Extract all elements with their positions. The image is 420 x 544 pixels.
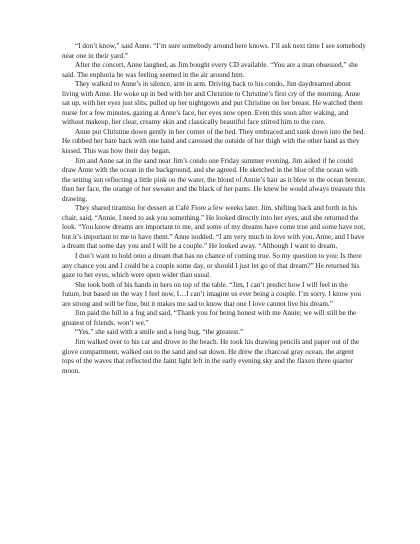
paragraph: She took both of his hands in hers on top of the table. “Jim, I can’t predict how I will feel in the future, but based on the way I feel now, I…I can’t imagine us ever being a couple. I’m sorry. I know you are strong and will be fine, but it makes me sad to know that one I love cannot live his dream.” [62,280,361,308]
paragraph: “Yes,” she said with a smile and a long hug, “the greatest.” [75,328,244,337]
paragraph: After the concert, Anne laughed, as Jim bought every CD available. “You are a man obsessed,” she said. The euphoria he was feeling seemed in the air around him. [62,61,358,79]
paragraph: I don’t want to hold onto a dream that has no chance of coming true. So my question to you: Is there any chance you and I could be a couple some day, or should I just let go of that dream?” He returned his gaze to her eyes, which were open wider than usual. [62,252,362,280]
paragraph: Jim walked over to his car and drove to the beach. He took his drawing pencils and paper out of the glove compartment, walked out to the sand and sat down. He drew the charcoal gray ocean, the argent tops of the waves that reflected the faint light left in the early evening sky and the flaxen three quarter moon. [62,337,360,375]
paragraph: Anne put Christine down gently in her corner of the bed. They embraced and sunk down into the bed. He rubbed her bare back with one hand and caressed the outside of her thigh with the other hand as they kissed. This was how their day began. [62,127,366,156]
paragraph: Jim and Anne sat in the sand near Jim’s condo one Friday summer evening. Jim asked if he could draw Anne with the ocean in the background, and she agreed. He sketched in the blue of the ocean with the setting sun reflecting a little pink on the water, the blond of Annie’s hair as it blew in the ocean breeze, then her face, the orange of her sweater and the black of her pants. He knew he would always treasure this drawing. [62,156,366,203]
paragraph: “I don’t know,” said Anne. “I’m sure somebody around here knows. I’ll ask next time I see somebody near one in their yard.” [62,42,366,60]
paragraph: They walked to Anne’s in silence, arm in arm. Driving back to his condo, Jim daydreamed about living with Anne. He woke up in bed with her and Christine to Christine’s first cry of the morning. Anne sat up, with her eyes just slits, pulled up her nightgown and put Christine on her breast. He watched them nurse for a few minutes, gazing at Anne’s face, her eyes now open. Even this soon after waking, and without makeup, her clear, creamy skin and classically beautiful face stirred him to the core. [62,80,363,127]
paragraph: They shared tiramisu for dessert at Café Fiore a few weeks later. Jim, shifting back and forth in his chair, said, “Annie, I need to ask you something.” He looked directly into her eyes, and she returned the look. “You know dreams are important to me, and some of my dreams have come true and some have not, but it’s important to me to have them.” Anne nodded. “I am very much in love with you, Anne, and I have a dream that some day you and I will be a couple.” He looked away. “Although I want to dream, [62,204,366,251]
paragraph: Jim paid the bill in a fog and said, “Thank you for being honest with me Annie; we will still be the greatest of friends, won’t we.” [62,309,357,327]
